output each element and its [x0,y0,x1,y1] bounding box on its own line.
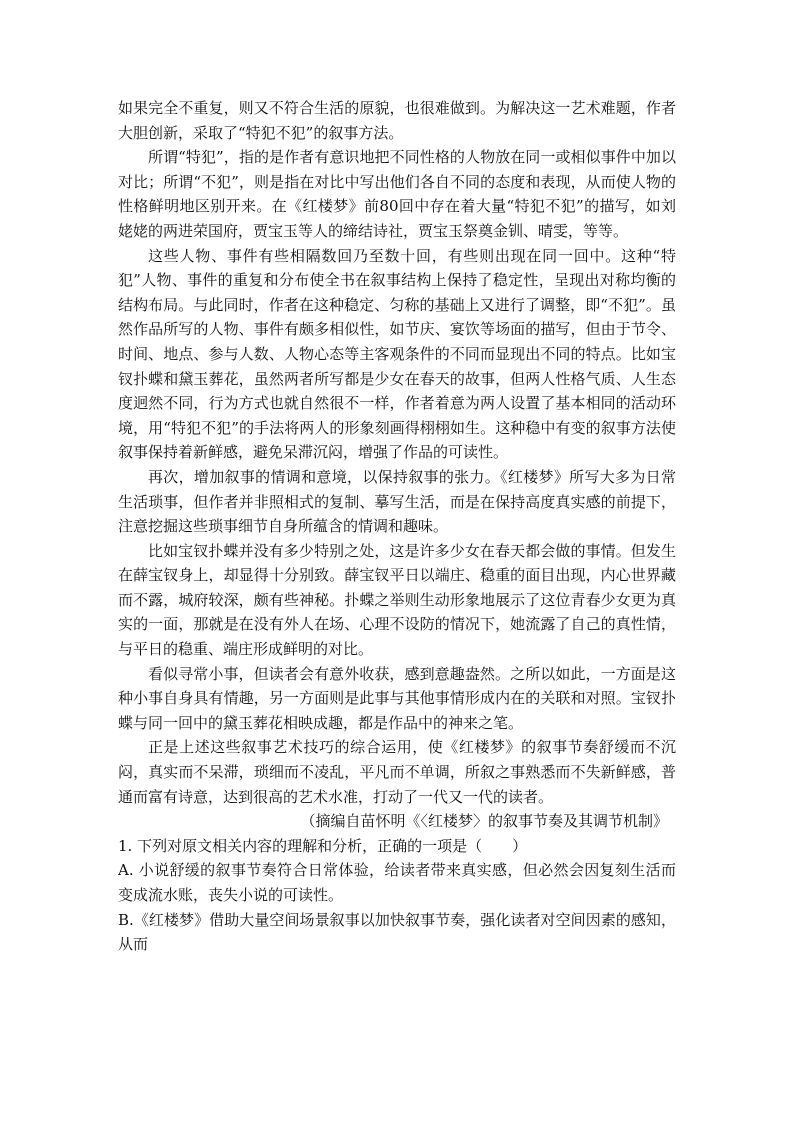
article-body [118,96,676,957]
paragraph-3: 这些人物、事件有些相隔数回乃至数十回，有些则出现在同一回中。这种“特犯”人物、事件的重复和分布使全书在叙事结构上保持了稳定性，呈现出对称均衡的结构布局。与此同时，作者在这种稳定、匀称的基础上又进行了调整，即“不犯”。虽然作品所写的人物、事件有颇多相似性，如节庆、宴饮等场面的描写，但由于节令、时间、地点、参与人数、人物心态等主客观条件的不同而显现出不同的特点。比如宝钗扑蝶和黛玉葬花，虽然两者所写都是少女在春天的故事，但两人性格气质、人生态度迥然不同，行为方式也就自然很不一样，作者着意为两人设置了基本相同的活动环境，用“特犯不犯”的手法将两人的形象刻画得栩栩如生。这种稳中有变的叙事方法使叙事保持着新鲜感，避免呆滞沉闷，增强了作品的可读性。 [118,246,676,462]
option-a: A. 小说舒缓的叙事节奏符合日常体验，给读者带来真实感，但必然会因复刻生活而变成流水账，丧失小说的可读性。 [118,861,676,904]
option-b: B.《红楼梦》借助大量空间场景叙事以加快叙事节奏，强化读者对空间因素的感知，从而 [118,910,676,954]
question-stem: 1. 下列对原文相关内容的理解和分析，正确的一项是（ ） [118,836,528,855]
paragraph-6: 看似寻常小事，但读者会有意外收获，感到意趣盎然。之所以如此，一方面是这种小事自身具有情趣，另一方面则是此事与其他事情形成内在的关联和对照。宝钗扑蝶与同一回中的黛玉葬花相映成趣，都是作品中的神来之笔。 [118,664,676,732]
paragraph-5: 比如宝钗扑蝶并没有多少特别之处，这是许多少女在春天都会做的事情。但发生在薛宝钗身上，却显得十分别致。薛宝钗平日以端庄、稳重的面目出现，内心世界藏而不露，城府较深，颇有些神秘。扑蝶之举则生动形象地展示了这位青春少女更为真实的一面，那就是在没有外人在场、心理不设防的情况下，她流露了自己的真性情，与平日的稳重、端庄形成鲜明的对比。 [118,541,676,659]
paragraph-1: 如果完全不重复，则又不符合生活的原貌，也很难做到。为解决这一艺术难题，作者大胆创新，采取了“特犯不犯”的叙事方法。 [118,99,676,142]
paragraph-4: 再次，增加叙事的情调和意境，以保持叙事的张力。《红楼梦》所写大多为日常生活琐事，但作者并非照相式的复制、摹写生活，而是在保持高度真实感的前提下，注意挖掘这些琐事细节自身所蕴含的情调和趣味。 [118,467,676,536]
paragraph-7: 正是上述这些叙事艺术技巧的综合运用，使《红楼梦》的叙事节奏舒缓而不沉闷，真实而不呆滞，琐细而不凌乱，平凡而不单调，所叙之事熟悉而不失新鲜感，普通而富有诗意，达到很高的艺术水准，打动了一代又一代的读者。 [118,738,676,806]
source-citation: （摘编自苗怀明《〈红楼梦〉的叙事节奏及其调节机制》 [300,812,668,831]
paragraph-2: 所谓“特犯”，指的是作者有意识地把不同性格的人物放在同一或相似事件中加以对比；所谓“不犯”，则是指在对比中写出他们各自不同的态度和表现，从而使人物的性格鲜明地区别开来。在《红楼梦》前80回中存在着大量“特犯不犯”的描写，如刘姥姥的两进荣国府，贾宝玉等人的缔结诗社，贾宝玉祭奠金钏、晴雯，等等。 [118,148,676,240]
